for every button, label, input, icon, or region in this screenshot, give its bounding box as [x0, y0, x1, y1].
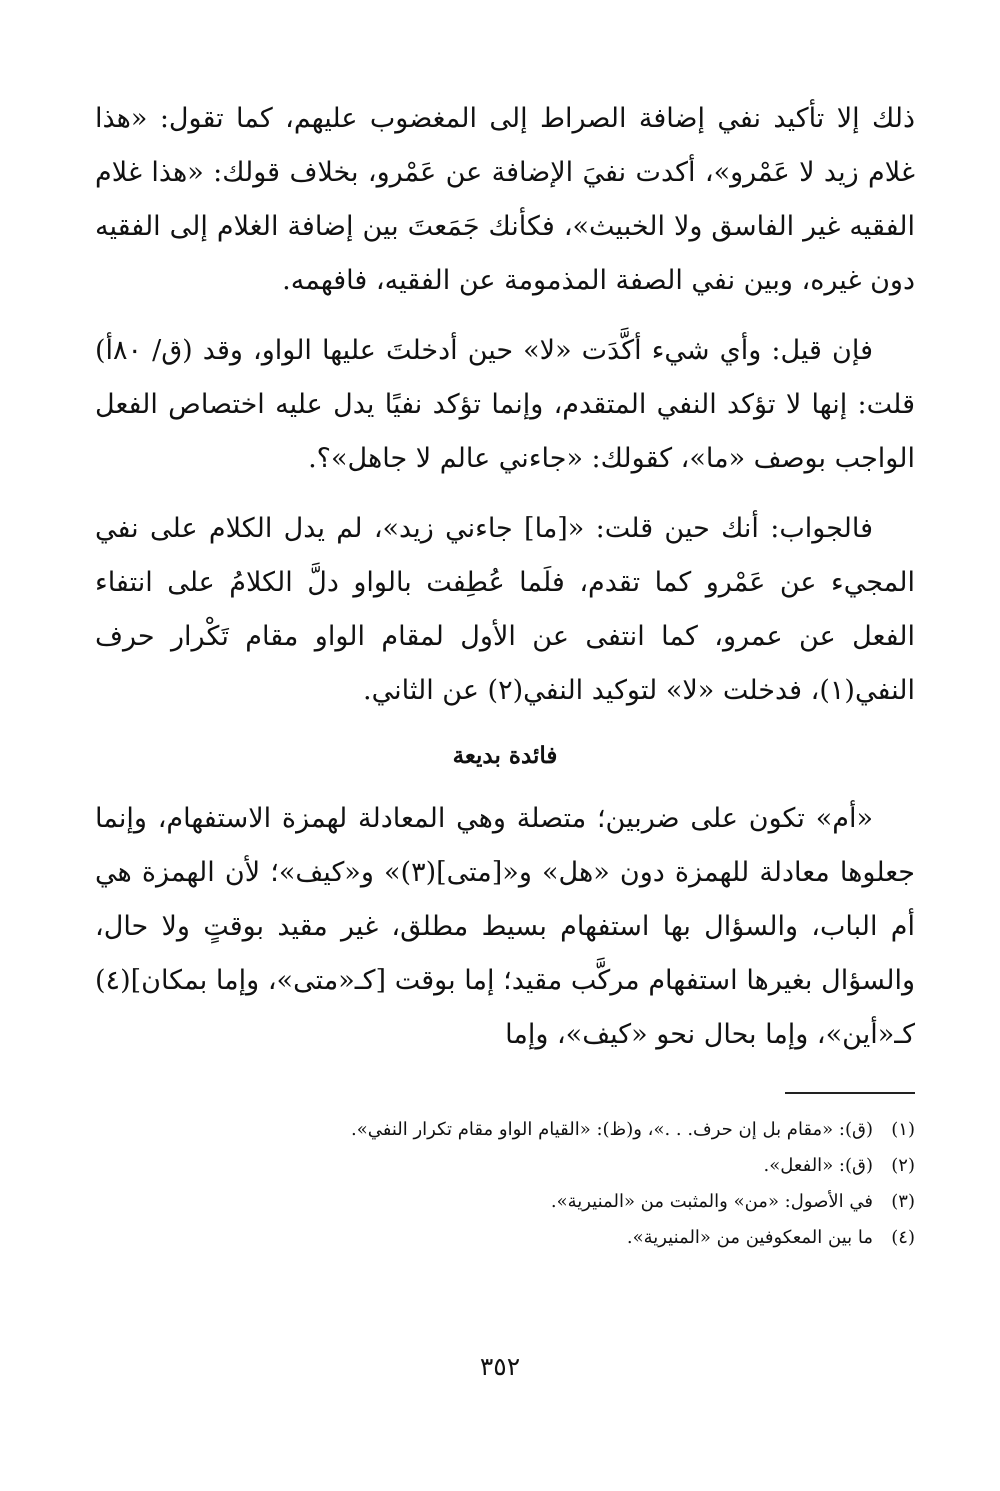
footnote-number: (٢) [891, 1155, 915, 1176]
body-paragraph-1: ذلك إلا تأكيد نفي إضافة الصراط إلى المغضوب عليهم، كما تقول: «هذا غلام زيد لا عَمْرو»، أكدت نفيَ الإضافة عن عَمْرو، بخلاف قولك: «هذا غلام الفقيه غير الفاسق ولا الخبيث»، فكأنك جَمَعتَ بين إضافة الغلام إلى الفقيه دون غيره، وبين نفي الصفة المذمومة عن الفقيه، فافهمه. [95, 103, 915, 296]
footnote-text: (ق): «الفعل». [763, 1155, 873, 1176]
section-heading: فائدة بديعة [452, 742, 558, 769]
footnote-separator [785, 1092, 915, 1094]
footnote [95, 1148, 915, 1184]
footnote [95, 1112, 915, 1148]
book-page [95, 92, 915, 1452]
footnote [95, 1184, 915, 1220]
footnotes [95, 1112, 915, 1256]
footnote-text: ما بين المعكوفين من «المنيرية». [626, 1227, 873, 1248]
page-number: ٣٥٢ [479, 1352, 521, 1381]
footnote [95, 1220, 915, 1256]
footnote-number: (٤) [891, 1227, 915, 1248]
footnote-number: (١) [891, 1119, 915, 1140]
body-paragraph-3: فالجواب: أنك حين قلت: «[ما] جاءني زيد»، لم يدل الكلام على نفي المجيء عن عَمْرو كما تقدم، فلَما عُطِفت بالواو دلَّ الكلامُ على انتفاء الفعل عن عمرو، كما انتفى عن الأول لمقام الواو مقام تَكْرار حرف النفي(١)، فدخلت «لا» لتوكيد النفي(٢) عن الثاني. [95, 513, 915, 706]
body-paragraph-2: فإن قيل: وأي شيء أكَّدَت «لا» حين أدخلتَ عليها الواو، وقد (ق/ ٨٠أ) قلت: إنها لا تؤكد النفي المتقدم، وإنما تؤكد نفيًا يدل عليه اختصاص الفعل الواجب بوصف «ما»، كقولك: «جاءني عالم لا جاهل»؟. [95, 335, 915, 474]
footnote-number: (٣) [891, 1191, 915, 1212]
footnote-text: (ق): «مقام بل إن حرف. . .»، و(ظ): «القيام الواو مقام تكرار النفي». [351, 1119, 873, 1140]
footnote-text: في الأصول: «من» والمثبت من «المنيرية». [550, 1191, 873, 1212]
body-paragraph-4: «أم» تكون على ضربين؛ متصلة وهي المعادلة لهمزة الاستفهام، وإنما جعلوها معادلة للهمزة دون «هل» و«[متى](٣)» و«كيف»؛ لأن الهمزة هي أم الباب، والسؤال بها استفهام بسيط مطلق، غير مقيد بوقتٍ ولا حال، والسؤال بغيرها استفهام مركَّب مقيد؛ إما بوقت [كـ«متى»، وإما بمكان](٤) كـ«أين»، وإما بحال نحو «كيف»، وإما [95, 803, 915, 1050]
